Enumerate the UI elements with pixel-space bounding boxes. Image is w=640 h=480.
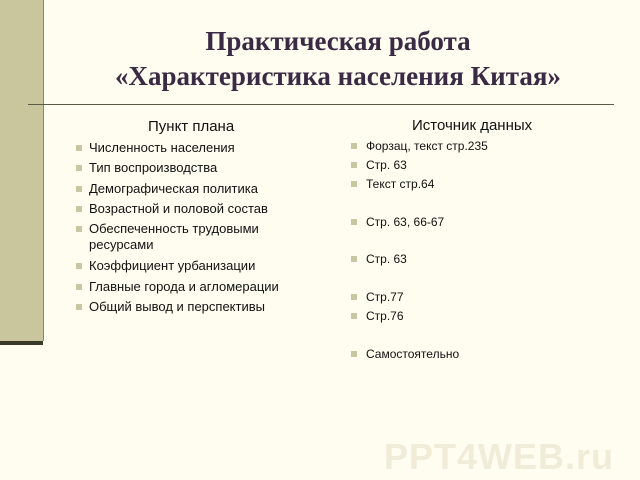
title-line-1: Практическая работа [205,26,471,56]
bullet-icon [351,143,357,149]
title-line-2: «Характеристика населения Китая» [115,61,561,91]
source-item: Текст стр.64 [366,176,606,192]
plan-item: Общий вывод и перспективы [89,299,319,315]
bullet-icon [76,206,82,212]
plan-item: Коэффициент урбанизации [89,258,319,274]
plan-item: Численность населения [89,140,319,156]
bullet-icon [76,186,82,192]
bullet-icon [76,284,82,290]
bullet-icon [351,294,357,300]
plan-item: Тип воспроизводства [89,160,319,176]
source-item: Форзац, текст стр.235 [366,138,606,154]
bullet-icon [351,162,357,168]
source-column-heading: Источник данных [412,117,533,134]
source-item: Стр. 63 [366,251,606,267]
bullet-icon [351,351,357,357]
plan-item: Главные города и агломерации [89,279,319,295]
plan-item: Возрастной и половой состав [89,201,319,217]
bullet-icon [351,181,357,187]
plan-column-heading: Пункт плана [148,118,235,135]
source-item: Самостоятельно [366,346,606,362]
watermark: PPT4WEB.ru [384,436,615,477]
bullet-icon [76,165,82,171]
bullet-icon [76,226,82,232]
bullet-icon [351,219,357,225]
side-bar-shadow [0,341,43,345]
decorative-side-bar [0,0,44,341]
title-divider [28,104,614,105]
bullet-icon [76,263,82,269]
source-item: Стр.76 [366,308,606,324]
plan-item: Обеспеченность трудовыми ресурсами [89,221,299,253]
plan-item: Демографическая политика [89,181,319,197]
source-item: Стр. 63 [366,157,606,173]
bullet-icon [76,304,82,310]
bullet-icon [351,256,357,262]
slide-title [48,24,628,94]
source-item: Стр.77 [366,289,606,305]
source-item: Стр. 63, 66-67 [366,214,606,230]
bullet-icon [76,145,82,151]
bullet-icon [351,313,357,319]
